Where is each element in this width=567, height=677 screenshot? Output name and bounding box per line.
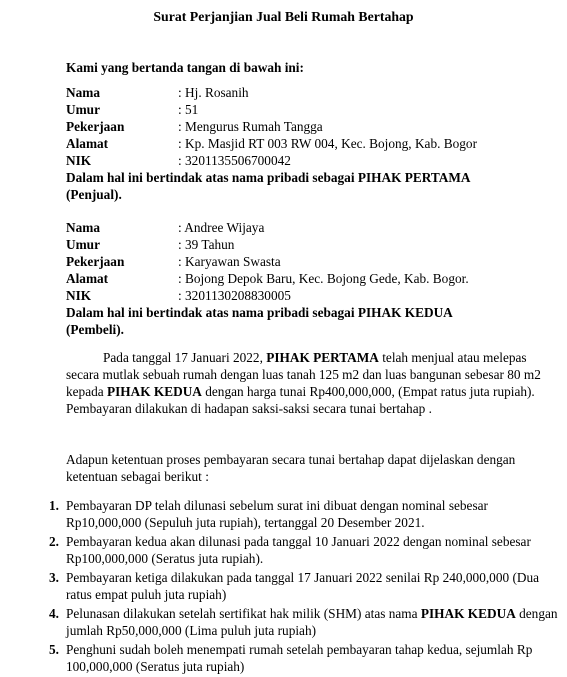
list-item-number: 4. (49, 606, 59, 621)
intro-line: Kami yang bertanda tangan di bawah ini: (66, 60, 304, 75)
list-item (49, 497, 561, 531)
label-pekerjaan: Pekerjaan (66, 254, 125, 269)
party2-nama-row (66, 219, 556, 236)
list-item (49, 605, 561, 639)
list-item-number: 2. (49, 534, 59, 549)
label-nik: NIK (66, 288, 92, 303)
para1-pihak-pertama: PIHAK PERTAMA (266, 350, 379, 365)
party1-nama-value: : Hj. Rosanih (178, 85, 249, 100)
list-item-number: 3. (49, 570, 59, 585)
party2-nama-value: : Andree Wijaya (178, 220, 265, 235)
para1-text-c: telah menjual atau melepas secara mutlak sebuah rumah dengan luas tanah 125 m2 dan luas bangunan sebesar 80 m2 kepada (66, 350, 541, 399)
party2-nik-value: : 3201130208830005 (178, 288, 291, 303)
party1-umur-row (66, 101, 556, 118)
party1-nik-row (66, 152, 556, 169)
label-alamat: Alamat (66, 136, 109, 151)
party2-nik-row (66, 287, 556, 304)
list-item (49, 569, 561, 603)
label-nik: NIK (66, 153, 92, 168)
party2-alamat-row (66, 270, 556, 287)
party2-pekerjaan-value: : Karyawan Swasta (178, 254, 281, 269)
label-umur: Umur (66, 102, 100, 117)
list-item (49, 641, 561, 675)
party2-alamat-value: : Bojong Depok Baru, Kec. Bojong Gede, Kab. Bogor. (178, 271, 469, 286)
party2-umur-row (66, 236, 556, 253)
party-second-block (66, 219, 556, 338)
payment-terms-list (49, 497, 561, 677)
label-umur: Umur (66, 237, 100, 252)
list-item-pihak-kedua: PIHAK KEDUA (420, 606, 516, 621)
list-item-number: 5. (49, 642, 59, 657)
party1-nik-value: : 3201135506700042 (178, 153, 291, 168)
party1-alamat-value: : Kp. Masjid RT 003 RW 004, Kec. Bojong, Kab. Bogor (178, 136, 477, 151)
list-item-text: Pembayaran ketiga dilakukan pada tanggal 17 Januari 2022 senilai Rp 240,000,000 (Dua ratus empat puluh juta rupiah) (66, 570, 540, 602)
list-item-text: Pembayaran DP telah dilunasi sebelum surat ini dibuat dengan nominal sebesar Rp10,000,000 (Sepuluh juta rupiah), tertanggal 20 Desember 2021. (66, 498, 488, 530)
party1-umur-value: : 51 (178, 102, 199, 117)
party2-umur-value: : 39 Tahun (178, 237, 235, 252)
party1-alamat-row (66, 135, 556, 152)
label-pekerjaan: Pekerjaan (66, 119, 125, 134)
para1-text-e: dengan harga tunai Rp400,000,000, (Empat ratus juta rupiah). Pembayaran dilakukan di hadapan saksi-saksi secara tunai bertahap . (66, 384, 535, 416)
label-nama: Nama (66, 220, 100, 235)
payment-terms-paragraph: Adapun ketentuan proses pembayaran secara tunai bertahap dapat dijelaskan dengan ketentuan sebagai berikut : (66, 452, 516, 484)
list-item-text-post: dengan jumlah Rp50,000,000 (Lima puluh juta rupiah) (66, 606, 558, 638)
party1-pekerjaan-value: : Mengurus Rumah Tangga (178, 119, 323, 134)
list-item-text: Penghuni sudah boleh menempati rumah setelah pembayaran tahap kedua, sejumlah Rp 100,000,000 (Seratus juta rupiah) (66, 642, 533, 674)
party2-pekerjaan-row (66, 253, 556, 270)
party1-nama-row (66, 84, 556, 101)
para1-text-a: Pada tanggal 17 Januari 2022, (103, 350, 267, 365)
document-title: Surat Perjanjian Jual Beli Rumah Bertahap (153, 9, 414, 24)
party1-role-label: (Penjual). (66, 187, 122, 202)
party2-role-label: (Pembeli). (66, 322, 124, 337)
list-item-text-pre: Pelunasan dilakukan setelah sertifikat hak milik (SHM) atas nama (66, 606, 421, 621)
agreement-paragraph (66, 349, 558, 417)
party1-role-line: Dalam hal ini bertindak atas nama pribadi sebagai PIHAK PERTAMA (66, 170, 471, 185)
party-first-block (66, 84, 556, 203)
label-nama: Nama (66, 85, 100, 100)
list-item-text: Pembayaran kedua akan dilunasi pada tanggal 10 Januari 2022 dengan nominal sebesar Rp100,000,000 (Seratus juta rupiah). (66, 534, 531, 566)
label-alamat: Alamat (66, 271, 109, 286)
list-item-text (66, 605, 561, 639)
party2-role-line: Dalam hal ini bertindak atas nama pribadi sebagai PIHAK KEDUA (66, 305, 453, 320)
party1-pekerjaan-row (66, 118, 556, 135)
list-item (49, 533, 561, 567)
para1-pihak-kedua: PIHAK KEDUA (106, 384, 202, 399)
list-item-number: 1. (49, 498, 59, 513)
